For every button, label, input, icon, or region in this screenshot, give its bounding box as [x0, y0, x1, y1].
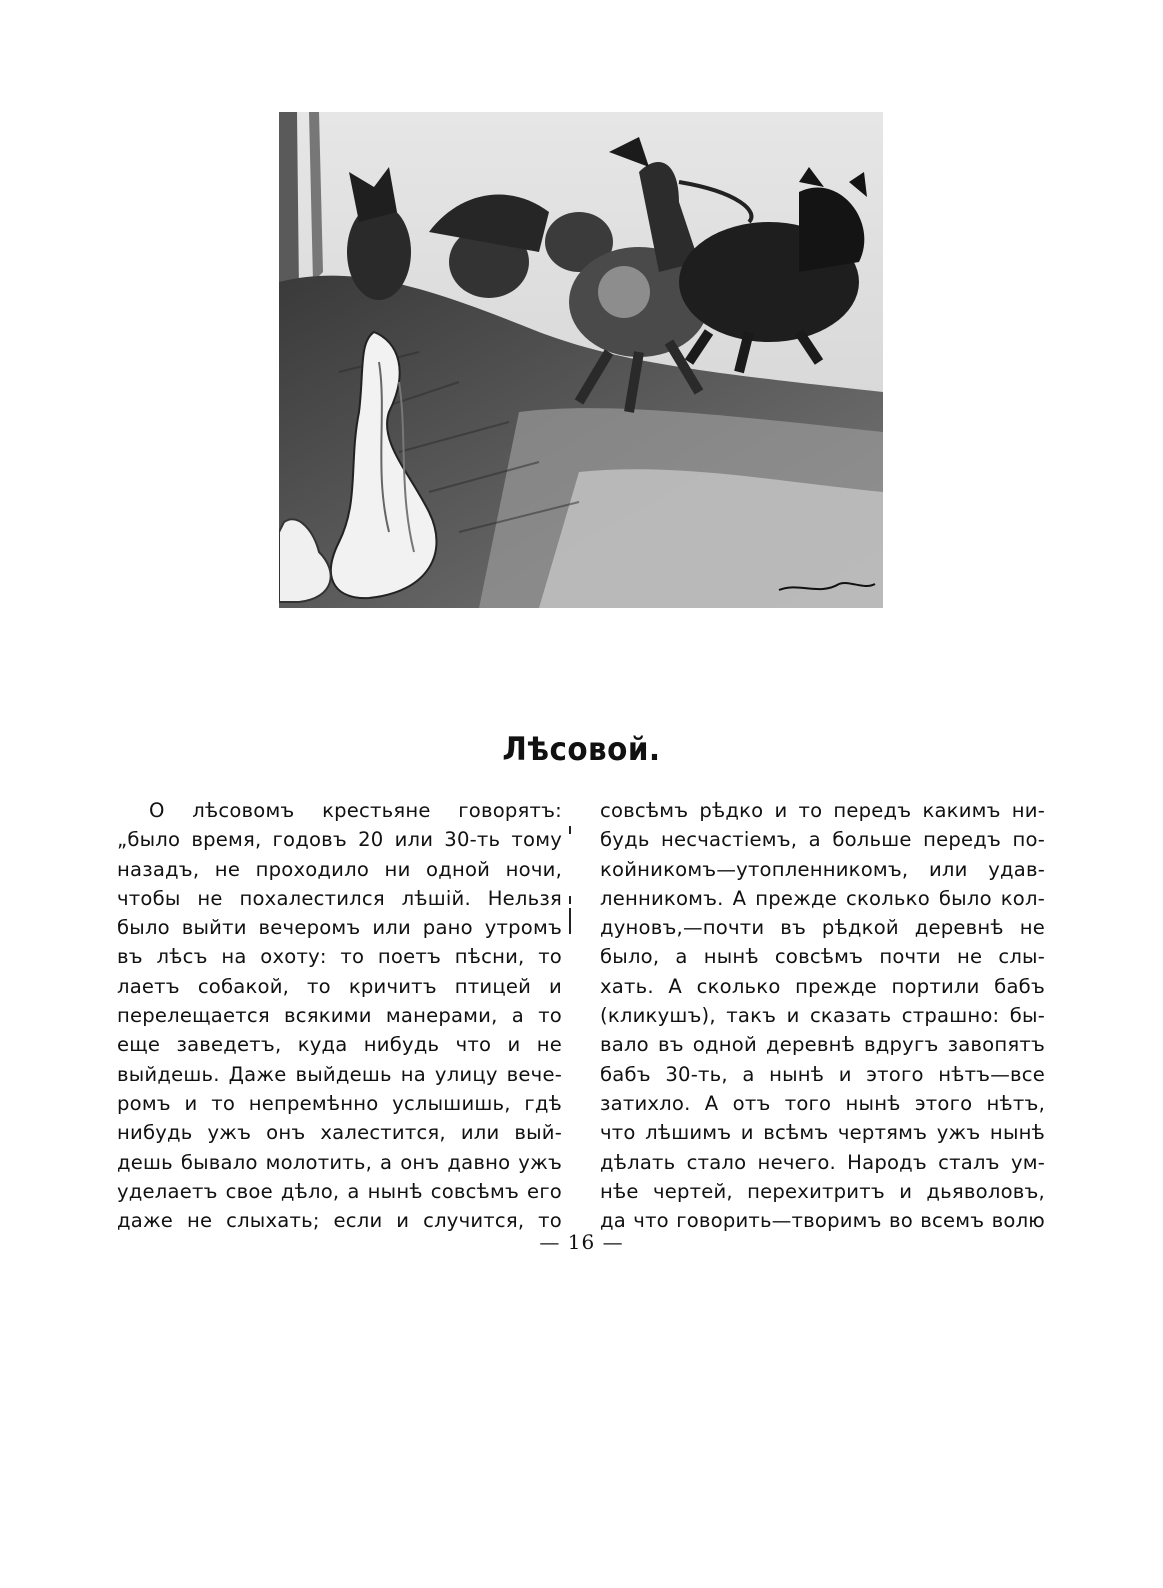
illustration — [279, 112, 883, 608]
page-number: — 16 — — [539, 1230, 624, 1254]
text-line: нибудь ужъ онъ халестится, или вый- — [117, 1121, 562, 1145]
text-line: бабъ 30-ть, а нынѣ и этого нѣтъ—все — [600, 1062, 1045, 1086]
text-line: уделаетъ свое дѣло, а нынѣ совсѣмъ его — [117, 1179, 562, 1203]
text-line: дѣлать стало нечего. Народъ сталъ ум- — [600, 1150, 1045, 1174]
text-line: будь несчастіемъ, а больше передъ по- — [600, 828, 1045, 852]
text-line: О лѣсовомъ крестьяне говорятъ: — [149, 799, 562, 822]
text-line: еще заведетъ, куда нибудь что и не — [117, 1033, 562, 1057]
text-line: „было время, годовъ 20 или 30-ть тому — [117, 828, 562, 852]
text-line: нѣе чертей, перехитритъ и дьяволовъ, — [600, 1179, 1045, 1203]
right-text-column — [600, 796, 1045, 1235]
text-line: назадъ, не проходило ни одной ночи, — [117, 857, 562, 881]
text-line: перелещается всякими манерами, а то — [117, 1004, 562, 1028]
text-line: дуновъ,—почти въ рѣдкой деревнѣ не — [600, 916, 1045, 940]
text-line: было, а нынѣ совсѣмъ почти не слы- — [600, 945, 1045, 969]
text-line: въ лѣсъ на охоту: то поетъ пѣсни, то — [117, 945, 562, 969]
text-line: вало въ одной деревнѣ вдругъ завопятъ — [600, 1033, 1045, 1057]
left-text-column — [117, 796, 562, 1235]
text-line: затихло. А отъ того нынѣ этого нѣтъ, — [600, 1091, 1045, 1115]
text-line: совсѣмъ рѣдко и то передъ какимъ ни- — [600, 799, 1045, 822]
text-line: выйдешь. Даже выйдешь на улицу вече- — [117, 1062, 562, 1086]
text-line: что лѣшимъ и всѣмъ чертямъ ужъ нынѣ — [600, 1121, 1045, 1145]
text-line: чтобы не похалестился лѣшій. Нельзя — [117, 886, 562, 910]
text-line: было выйти вечеромъ или рано утромъ — [117, 916, 562, 940]
text-line: ленникомъ. А прежде сколько было кол- — [600, 886, 1045, 910]
text-line: койникомъ—утопленникомъ, или удав- — [600, 857, 1045, 881]
text-line: дешь бывало молотить, а онъ давно ужъ — [117, 1150, 562, 1174]
text-line: (кликушъ), такъ и сказать страшно: бы- — [600, 1004, 1045, 1028]
text-line: ромъ и то непремѣнно услышишь, гдѣ — [117, 1091, 562, 1115]
text-line: лаетъ собакой, то кричитъ птицей и — [117, 974, 562, 998]
article-title: Лѣсовой. — [502, 730, 661, 768]
text-line: да что говорить—творимъ во всемъ волю — [600, 1209, 1045, 1233]
text-line: хать. А сколько прежде портили бабъ — [600, 974, 1045, 998]
text-line: даже не слыхать; если и случится, то — [117, 1209, 562, 1233]
forest-spirit-painting — [279, 112, 883, 608]
column-divider-marks — [566, 826, 574, 936]
